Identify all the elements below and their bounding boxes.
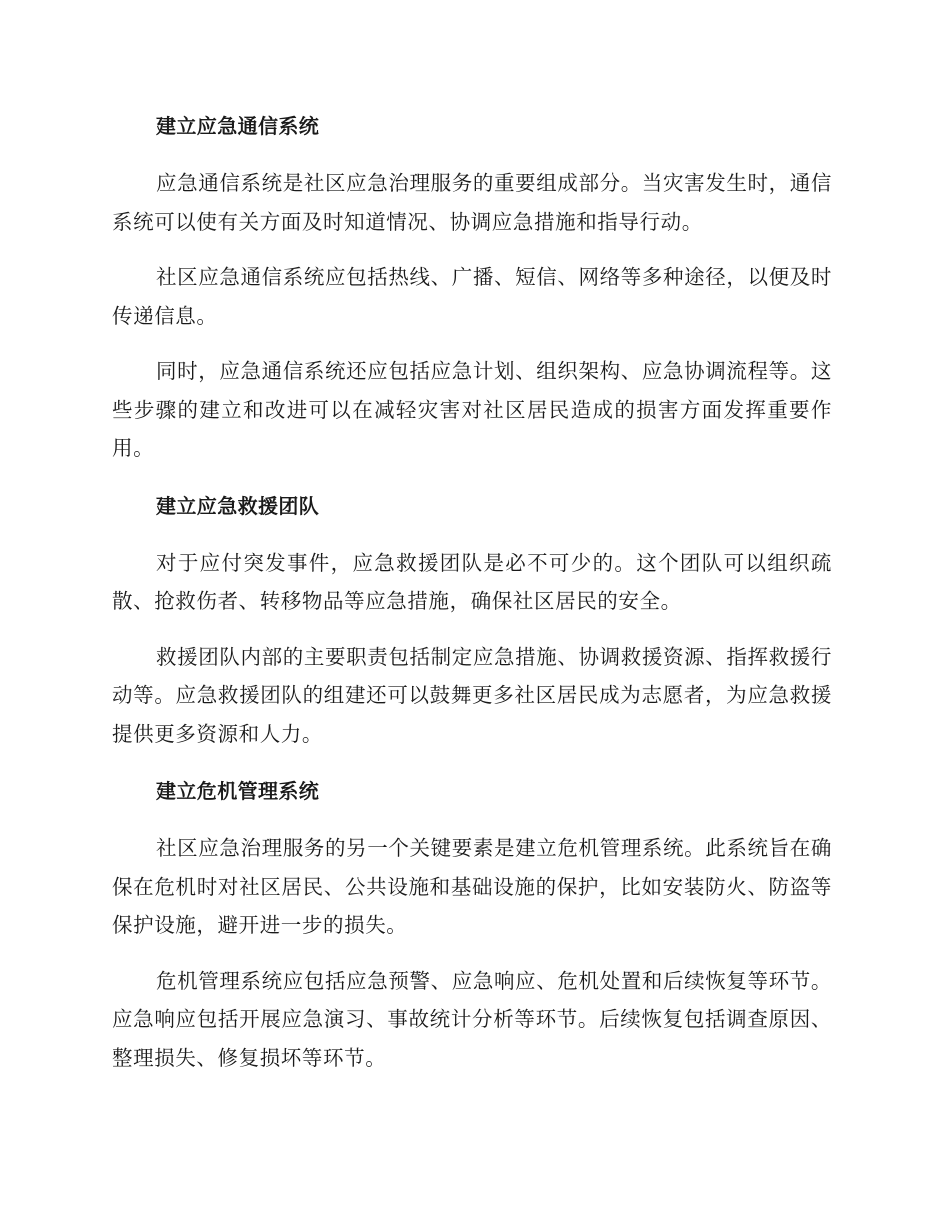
paragraph: 社区应急通信系统应包括热线、广播、短信、网络等多种途径，以便及时传递信息。: [112, 265, 832, 328]
paragraph: 救援团队内部的主要职责包括制定应急措施、协调救援资源、指挥救援行动等。应急救援团队的组建还可以鼓舞更多社区居民成为志愿者，为应急救援提供更多资源和人力。: [112, 644, 832, 746]
paragraph: 危机管理系统应包括应急预警、应急响应、危机处置和后续恢复等环节。应急响应包括开展应急演习、事故统计分析等环节。后续恢复包括调查原因、整理损失、修复损坏等环节。: [112, 968, 832, 1070]
document-page: [112, 108, 832, 1077]
section-heading-communication: 建立应急通信系统: [156, 114, 320, 138]
section-heading-crisis-management: 建立危机管理系统: [156, 779, 320, 803]
paragraph: 社区应急治理服务的另一个关键要素是建立危机管理系统。此系统旨在确保在危机时对社区居民、公共设施和基础设施的保护，比如安装防火、防盗等保护设施，避开进一步的损失。: [112, 836, 832, 937]
section-heading-rescue-team: 建立应急救援团队: [156, 493, 320, 518]
paragraph: 对于应付突发事件，应急救援团队是必不可少的。这个团队可以组织疏散、抢救伤者、转移物品等应急措施，确保社区居民的安全。: [112, 550, 832, 613]
paragraph: 同时，应急通信系统还应包括应急计划、组织架构、应急协调流程等。这些步骤的建立和改进可以在减轻灾害对社区居民造成的损害方面发挥重要作用。: [112, 359, 832, 460]
paragraph: 应急通信系统是社区应急治理服务的重要组成部分。当灾害发生时，通信系统可以使有关方面及时知道情况、协调应急措施和指导行动。: [112, 171, 832, 234]
